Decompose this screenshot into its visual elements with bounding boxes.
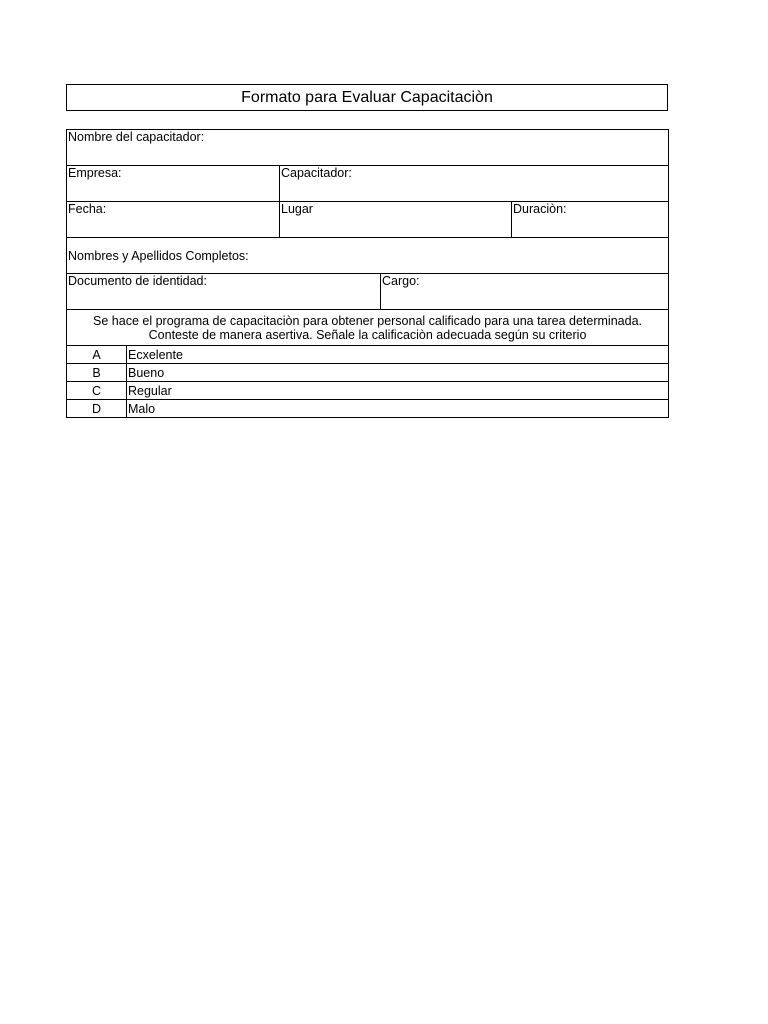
position-field[interactable]: [381, 274, 669, 310]
rating-label: Ecxelente: [127, 346, 669, 364]
position-label: Cargo:: [382, 274, 420, 288]
full-name-label: Nombres y Apellidos Completos:: [68, 248, 249, 263]
rating-letter: B: [67, 364, 127, 382]
form-title: [66, 84, 668, 111]
id-document-label: Documento de identidad:: [68, 274, 207, 288]
rating-option-row[interactable]: [67, 382, 669, 400]
rating-letter: D: [67, 400, 127, 418]
duration-label: Duraciòn:: [513, 202, 567, 216]
trainer-field[interactable]: [280, 166, 669, 202]
date-field[interactable]: [67, 202, 280, 238]
rating-option-row[interactable]: [67, 346, 669, 364]
trainer-label: Capacitador:: [281, 166, 352, 180]
company-field[interactable]: [67, 166, 280, 202]
rating-label: Regular: [127, 382, 669, 400]
trainer-name-field[interactable]: [67, 130, 669, 166]
trainer-name-label: Nombre del capacitador:: [68, 130, 205, 144]
form-title-text: Formato para Evaluar Capacitaciòn: [241, 88, 493, 106]
place-field[interactable]: [280, 202, 512, 238]
place-label: Lugar: [281, 202, 313, 216]
full-name-field[interactable]: [67, 238, 669, 274]
rating-letter: C: [67, 382, 127, 400]
rating-option-row[interactable]: [67, 364, 669, 382]
evaluation-form: [66, 129, 669, 418]
rating-option-row[interactable]: [67, 400, 669, 418]
date-label: Fecha:: [68, 202, 107, 216]
rating-label: Bueno: [127, 364, 669, 382]
rating-label: Malo: [127, 400, 669, 418]
id-document-field[interactable]: [67, 274, 381, 310]
company-label: Empresa:: [68, 166, 122, 180]
rating-letter: A: [67, 346, 127, 364]
instructions-line-2: Conteste de manera asertiva. Señale la calificaciòn adecuada según su criterio: [148, 327, 587, 342]
instructions: [67, 310, 669, 346]
duration-field[interactable]: [512, 202, 669, 238]
instructions-line-1: Se hace el programa de capacitaciòn para obtener personal calificado para una tarea determinada.: [93, 313, 642, 328]
